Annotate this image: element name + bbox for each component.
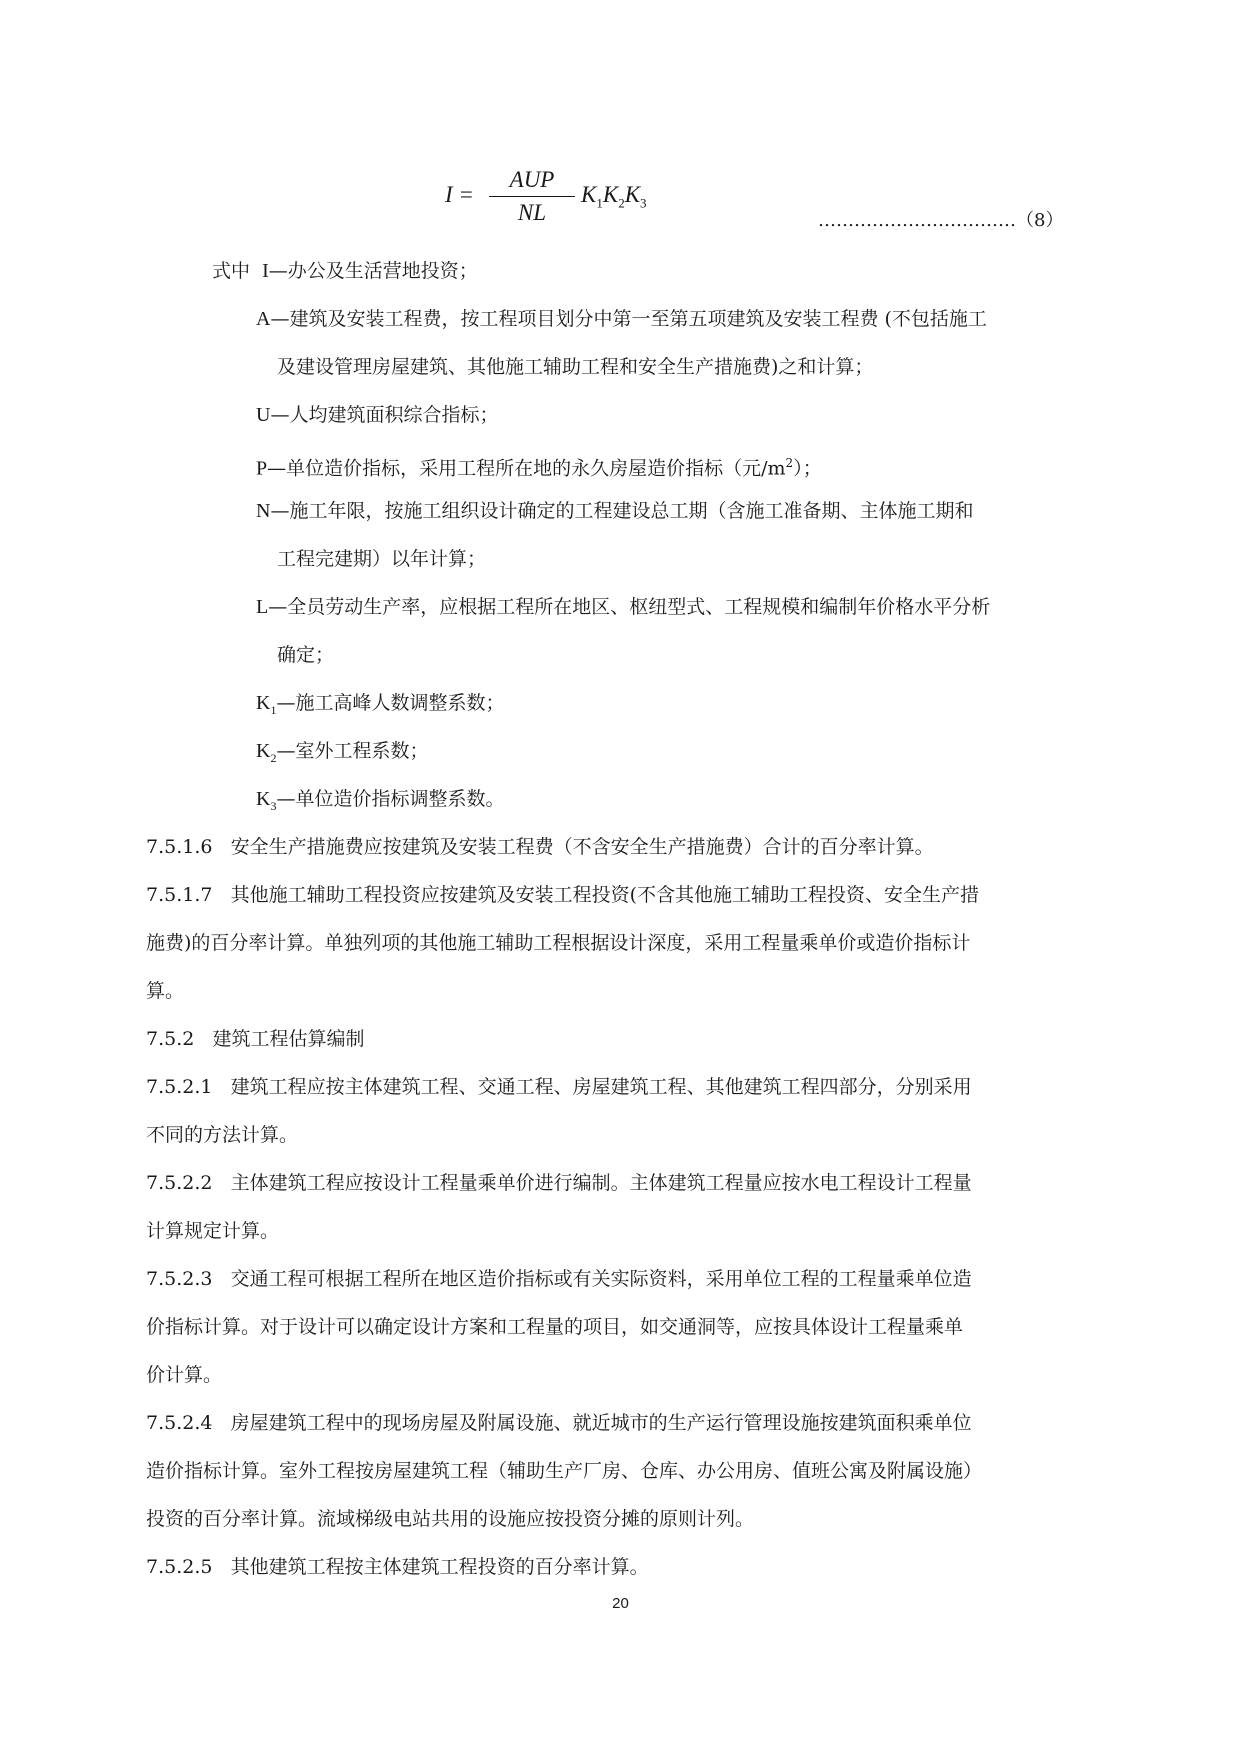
symbol-K3-sub: 3: [270, 798, 277, 813]
section-heading: 建筑工程估算编制: [212, 1028, 365, 1050]
equation-number: ……………………………（8）: [818, 210, 1064, 231]
formula-k3: K: [624, 182, 641, 207]
definition-K2: [256, 739, 428, 770]
symbol-K1-sub: 1: [270, 702, 277, 717]
clause-7-5-2-1: [146, 1075, 972, 1099]
clause-7-5-1-7-line-2: 施费)的百分率计算。单独列项的其他施工辅助工程根据设计深度，采用工程量乘单价或造价指标计: [146, 932, 971, 954]
clause-7-5-2-3: [146, 1267, 972, 1291]
definition-L-text: —全员劳动生产率，应根据工程所在地区、枢纽型式、工程规模和编制年价格水平分析: [268, 596, 991, 618]
definition-K1-text: —施工高峰人数调整系数；: [276, 692, 505, 714]
page-number: 20: [612, 1595, 629, 1612]
definition-U-text: —人均建筑面积综合指标；: [270, 404, 499, 426]
symbol-P: P: [256, 457, 268, 480]
clause-number: 7.5.1.7: [146, 884, 213, 906]
definition-N-cont: 工程完建期）以年计算；: [277, 548, 487, 570]
clause-number: 7.5.2.4: [146, 1412, 213, 1434]
clause-7-5-2-5: [146, 1555, 649, 1579]
formula-k2-sub: 2: [618, 195, 625, 211]
definition-A-cont: 及建设管理房屋建筑、其他施工辅助工程和安全生产措施费)之和计算；: [277, 356, 874, 378]
clause-text: 建筑工程应按主体建筑工程、交通工程、房屋建筑工程、其他建筑工程四部分，分别采用: [230, 1076, 972, 1098]
definition-L-cont: 确定；: [277, 644, 335, 666]
definition-K3-text: —单位造价指标调整系数。: [276, 788, 505, 810]
symbol-N: N: [256, 500, 271, 522]
clause-7-5-2-2: [146, 1171, 972, 1195]
formula-fraction: [489, 165, 575, 228]
symbol-U: U: [256, 404, 271, 426]
clause-text: 主体建筑工程应按设计工程量乘单价进行编制。主体建筑工程量应按水电工程设计工程量: [230, 1172, 972, 1194]
definition-K3: [256, 787, 504, 818]
clause-7-5-2-4-line-3: 投资的百分率计算。流域梯级电站共用的设施应按投资分摊的原则计列。: [146, 1508, 755, 1530]
definition-I: [212, 259, 478, 283]
formula-coefficients: [581, 182, 647, 212]
definition-P: [256, 451, 822, 480]
clause-text: 安全生产措施费应按建筑及安装工程费（不含安全生产措施费）合计的百分率计算。: [230, 836, 934, 858]
definition-I-text: —办公及生活营地投资；: [268, 260, 478, 282]
formula-k1: K: [581, 182, 597, 207]
clause-text: 其他建筑工程按主体建筑工程投资的百分率计算。: [230, 1556, 649, 1578]
symbol-K1: K: [256, 692, 271, 714]
definition-U: [256, 403, 498, 427]
formula-k3-sub: 3: [640, 195, 647, 211]
clause-7-5-2-2-line-2: 计算规定计算。: [146, 1220, 280, 1242]
definition-N-text: —施工年限，按施工组织设计确定的工程建设总工期（含施工准备期、主体施工期和: [270, 500, 974, 522]
symbol-K2: K: [256, 740, 271, 762]
definition-P-tail: ）；: [793, 457, 822, 480]
clause-text: 交通工程可根据工程所在地区造价指标或有关实际资料，采用单位工程的工程量乘单位造: [230, 1268, 972, 1290]
clause-text: 房屋建筑工程中的现场房屋及附属设施、就近城市的生产运行管理设施按建筑面积乘单位: [230, 1412, 972, 1434]
clause-number: 7.5.2: [146, 1028, 195, 1050]
clause-number: 7.5.2.3: [146, 1268, 213, 1290]
definition-N: [256, 499, 973, 523]
symbol-L: L: [256, 596, 269, 618]
formula-8: [445, 165, 745, 245]
fraction-bar: [489, 196, 575, 197]
symbol-K2-sub: 2: [270, 750, 277, 765]
clause-7-5-2-4: [146, 1411, 972, 1435]
definition-A-text: —建筑及安装工程费，按工程项目划分中第一至第五项建筑及安装工程费 (不包括施工: [270, 308, 987, 330]
clause-7-5-2: [146, 1027, 365, 1051]
clause-number: 7.5.2.2: [146, 1172, 213, 1194]
formula-lhs: I =: [445, 182, 474, 207]
clause-7-5-1-6: [146, 835, 934, 859]
clause-number: 7.5.1.6: [146, 836, 213, 858]
clause-7-5-2-4-line-2: 造价指标计算。室外工程按房屋建筑工程（辅助生产厂房、仓库、办公用房、值班公寓及附属设施）: [146, 1460, 983, 1482]
formula-k2: K: [602, 182, 619, 207]
symbol-K3: K: [256, 788, 271, 810]
definition-P-text: —单位造价指标，采用工程所在地的永久房屋造价指标（元/m: [267, 457, 786, 480]
definition-A: [256, 307, 987, 331]
clause-number: 7.5.2.5: [146, 1556, 213, 1578]
clause-7-5-1-7-line-3: 算。: [146, 980, 185, 1002]
definition-intro: 式中: [212, 260, 251, 282]
clause-7-5-2-1-line-2: 不同的方法计算。: [146, 1124, 299, 1146]
definition-P-sup: 2: [785, 456, 794, 470]
definition-K2-text: —室外工程系数；: [276, 740, 429, 762]
definition-L: [256, 595, 990, 619]
clause-number: 7.5.2.1: [146, 1076, 213, 1098]
definition-K1: [256, 691, 504, 722]
formula-numerator: AUP: [509, 167, 555, 192]
clause-7-5-2-3-line-2: 价指标计算。对于设计可以确定设计方案和工程量的项目，如交通洞等，应按具体设计工程量乘单: [146, 1316, 964, 1338]
clause-text: 其他施工辅助工程投资应按建筑及安装工程投资(不含其他施工辅助工程投资、安全生产措: [230, 884, 980, 906]
symbol-I: I: [262, 260, 269, 282]
formula-k1-sub: 1: [596, 195, 603, 211]
formula-denominator: NL: [517, 200, 547, 225]
clause-7-5-2-3-line-3: 价计算。: [146, 1364, 223, 1386]
symbol-A: A: [256, 308, 271, 330]
clause-7-5-1-7: [146, 883, 979, 907]
